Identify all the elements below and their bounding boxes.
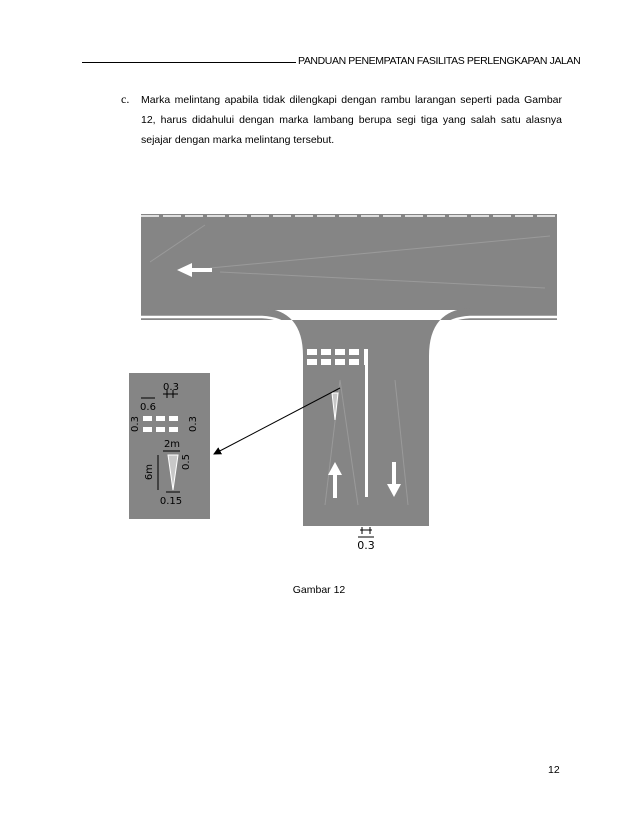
inset-right-width-label: 0.3 (188, 416, 199, 432)
list-item-marker: c. (121, 92, 130, 106)
list-item-text: Marka melintang apabila tidak dilengkapi dengan rambu larangan seperti pada Gambar 12, harus didahului dengan marka lambang berupa segi tiga yang salah satu alasnya sejajar dengan marka melintang tersebut. (141, 94, 562, 146)
inset-triangle-length-label: 6m (144, 463, 155, 481)
header-title: PANDUAN PENEMPATAN FASILITAS PERLENGKAPAN JALAN (298, 55, 581, 67)
inset-gap-label: 2m (163, 439, 181, 450)
figure-caption: Gambar 12 (292, 584, 346, 596)
inset-detail (129, 373, 210, 519)
page-number: 12 (548, 764, 560, 776)
road-dimension (357, 527, 375, 552)
inset-triangle-base-label: 0.5 (181, 454, 192, 470)
center-line (365, 365, 368, 497)
inset-triangle-tip-label: 0.15 (159, 496, 183, 507)
road-dimension-label: 0.3 (357, 539, 375, 552)
inset-top-width-label: 0.3 (163, 382, 179, 393)
inset-vertical-width-label: 0.3 (130, 416, 141, 432)
inset-left-offset-label: 0.6 (140, 402, 156, 413)
